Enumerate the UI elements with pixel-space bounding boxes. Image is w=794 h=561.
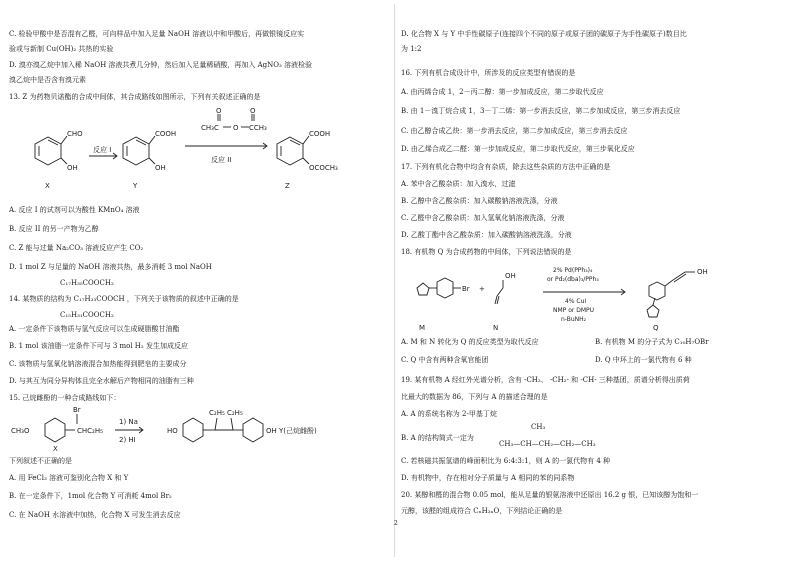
label-n: N <box>493 324 499 332</box>
q19-option-c: C. 若核磁共振氢谱的峰面积比为 6:4:3:1，则 A 的一氯代物有 4 种 <box>401 457 611 465</box>
column-divider <box>394 4 395 557</box>
q16-option-a: A. 由丙烯合成 1，2－丙二醇：第一步加成反应，第二步取代反应 <box>401 88 604 96</box>
q18-option-c: C. Q 中含有两种含氧官能团 <box>401 356 489 364</box>
q16-option-b: B. 由 1－溴丁烷合成 1，3－丁二烯：第一步消去反应，第二步加成反应，第三步消去反应 <box>401 107 681 115</box>
q13-stem: 13. Z 为药物贝诺酯的合成中间体，其合成路线如图所示，下列有关叙述正确的是 <box>9 93 261 101</box>
q16-stem: 16. 下列有机合成设计中，所涉及的反应类型有错误的是 <box>401 69 576 77</box>
prev-option-c-line1: C. 检验甲酸中是否混有乙醛，可向样品中加入足量 NaOH 溶液以中和甲酸后，再做银镜反应实 <box>9 30 305 38</box>
arrow2-label: 反应 II <box>211 156 232 164</box>
q18-stem: 18. 有机物 Q 为合成药物的中间体，下列说法错误的是 <box>401 248 572 256</box>
cond4: NMP or DMPU <box>553 307 595 314</box>
q17-stem: 17. 下列有机化合物中均含有杂质，除去这些杂质的方法中正确的是 <box>401 163 611 171</box>
prev-option-d-line1-r: D. 化合物 X 与 Y 中手性碳原子(连接四个不同的原子或原子团的碳原子为手性碳原子)数目比 <box>401 30 687 38</box>
y-ethyls: C₂H₅ C₂H₅ <box>209 409 243 417</box>
label-q: Q <box>653 324 659 332</box>
q18-option-d: D. Q 中环上的一氯代物有 6 种 <box>595 356 692 364</box>
q19-option-a: A. A 的系统名称为 2-甲基丁烷 <box>401 410 497 418</box>
arrow1-label: 反应 I <box>93 146 112 154</box>
y-left-ring <box>183 418 203 442</box>
x-benzene-ring <box>45 418 65 442</box>
q15-option-b: B. 在一定条件下，1mol 化合物 Y 可消耗 4mol Br₂ <box>9 492 172 500</box>
q13-option-d: D. 1 mol Z 与足量的 NaOH 溶液共热，最多消耗 3 mol NaOH <box>9 263 212 271</box>
step2: 2) HI <box>119 436 136 444</box>
q16-option-d: D. 由乙烯合成乙二醛：第一步加成反应，第二步取代反应，第三步氧化反应 <box>401 145 635 153</box>
q18-option-b: B. 有机物 M 的分子式为 C₁₀H₇OBr <box>595 338 709 346</box>
q14-formula-bottom: C₁₅H₃₁COOCH₂ <box>60 311 114 319</box>
q14-option-d: D. 与其互为同分异构体且完全水解后产物相同的油脂有三种 <box>9 377 194 385</box>
label-m: M <box>419 324 426 332</box>
m-br: Br <box>462 285 470 293</box>
z-cooh-label: COOH <box>309 130 331 138</box>
page-number: 2 <box>394 520 398 527</box>
right-column <box>397 0 777 561</box>
q14-option-b: B. 1 mol 该油脂一定条件下可与 3 mol H₂ 发生加成反应 <box>9 342 188 350</box>
q14-stem: 14. 某物质的结构为 C₁₇H₃₃COOCH ，下列关于该物质的叙述中正确的是 <box>9 295 239 303</box>
q19-option-d: D. 有机物中，存在相对分子质量与 A 相同的苯的同系物 <box>401 474 575 482</box>
label-y: Y <box>133 182 138 190</box>
m-benzene-ring <box>437 278 453 298</box>
q-oh: OH <box>697 268 708 276</box>
q19-formula: CH₃—CH—CH₂—CH₂—CH₃ <box>499 440 596 448</box>
cond2: or Pd₂(dba)₃/PPh₃ <box>547 276 599 283</box>
q-benzene-ring <box>649 282 665 300</box>
prev-option-d-line2-r: 为 1:2 <box>401 45 422 53</box>
m-furan-ring <box>417 283 429 295</box>
q15-stem: 15. 己烷雌酚的一种合成路线如下： <box>9 394 121 402</box>
q13-option-b: B. 反应 II 的另一产物为乙醇 <box>9 225 99 233</box>
y-label: Y(己烷雌酚) <box>279 427 317 435</box>
q15-tail: 下列叙述不正确的是 <box>9 457 72 465</box>
n-oh: OH <box>505 272 516 280</box>
reagent-o1: O <box>216 107 222 115</box>
prev-option-d-line2: 溴乙烷中是否含有溴元素 <box>9 76 86 84</box>
cond1: 2% Pd(PPh₃)₄ <box>553 267 593 274</box>
q13-option-a: A. 反应 I 的试剂可以为酸性 KMnO₄ 溶液 <box>9 206 140 214</box>
y-cooh-label: COOH <box>155 130 177 138</box>
y-ho: HO <box>167 427 178 435</box>
q14-option-c: C. 该物质与氢氧化钠溶液混合加热能得到肥皂的主要成分 <box>9 360 187 368</box>
cond3: 4% CuI <box>565 298 587 305</box>
q14-formula-top: C₁₇H₃₅COOCH₂ <box>60 279 114 287</box>
left-column <box>0 0 380 561</box>
y-oh: OH <box>266 427 277 435</box>
q18-option-a: A. M 和 N 转化为 Q 的反应类型为取代反应 <box>401 338 539 346</box>
label-x: X <box>45 182 50 190</box>
q19-stem: 19. 某有机物 A 经红外光谱分析，含有 -CH₃、 -CH₂- 和 -CH- 三种基团，质谱分析得出质荷 <box>401 376 690 384</box>
x-methoxy: CH₃O <box>11 427 30 435</box>
q14-option-a: A. 一定条件下该物质与氢气反应可以生成硬脂酸甘油酯 <box>9 325 180 333</box>
prev-option-d-line1: D. 溴亦溴乙烷中加入稀 NaOH 溶液共煮几分钟，然后加入足量稀硝酸，再加入 AgNO₃ 溶液检验 <box>9 61 313 69</box>
q18-reaction-scheme <box>403 258 773 336</box>
y-oh-label: OH <box>155 164 166 172</box>
x-ethyl: CHC₂H₅ <box>77 427 103 435</box>
q15-option-a: A. 用 FeCl₃ 溶液可鉴别化合物 X 和 Y <box>9 474 129 482</box>
q17-option-d: D. 乙酸丁酯中含乙酸杂质：加入碳酸钠溶液洗涤，分液 <box>401 231 572 239</box>
x-label: X <box>53 445 58 453</box>
reagent-o2: O <box>233 124 239 132</box>
cond5: n-BuNH₂ <box>561 316 587 323</box>
q15-reaction-scheme <box>5 404 325 454</box>
q13-option-c: C. Z 能与过量 Na₂CO₃ 溶液反应产生 CO₂ <box>9 244 144 252</box>
x-br: Br <box>73 406 81 414</box>
q13-reaction-scheme <box>5 106 375 194</box>
x-cho-label: CHO <box>67 130 83 138</box>
prev-option-c-line2: 验或与新制 Cu(OH)₂ 共热的实验 <box>9 45 114 53</box>
q17-option-a: A. 苯中含乙酸杂质：加入溴水，过滤 <box>401 180 516 188</box>
q17-option-b: B. 乙醇中含乙酸杂质：加入碳酸钠溶液洗涤，分液 <box>401 197 558 205</box>
q-furan-ring <box>647 305 659 317</box>
q19-option-b: B. A 的结构简式一定为 <box>401 434 474 442</box>
q15-option-c: C. 在 NaOH 水溶液中加热，化合物 X 可发生消去反应 <box>9 511 181 519</box>
q16-option-c: C. 由乙醇合成乙炔：第一步消去反应，第二步加成反应，第三步消去反应 <box>401 127 628 135</box>
q20-stem: 20. 某醇和醛的混合物 0.05 mol，能从足量的银氨溶液中还原出 16.2 g 银，已知该醇为饱和一 <box>401 491 699 499</box>
reagent-left: CH₃C <box>201 124 219 132</box>
step1: 1) Na <box>119 418 138 426</box>
reagent-right: CCH₃ <box>249 124 267 132</box>
y-right-ring <box>243 418 263 442</box>
x-oh-label: OH <box>67 164 78 172</box>
q17-option-c: C. 乙醛中含乙酸杂质：加入氢氧化钠溶液洗涤，分液 <box>401 214 565 222</box>
label-z: Z <box>285 182 290 190</box>
q19-branch: CH₃ <box>531 423 546 431</box>
q20-stem2: 元醇，该醛的组成符合 CₙH₂ₙO，下列结论正确的是 <box>401 507 563 515</box>
plus-sign: + <box>479 285 485 293</box>
z-ococh3-label: OCOCH₃ <box>309 164 338 172</box>
q19-stem2: 比最大的数据为 86，下列与 A 的描述合理的是 <box>401 393 548 401</box>
reagent-o3: O <box>250 107 256 115</box>
